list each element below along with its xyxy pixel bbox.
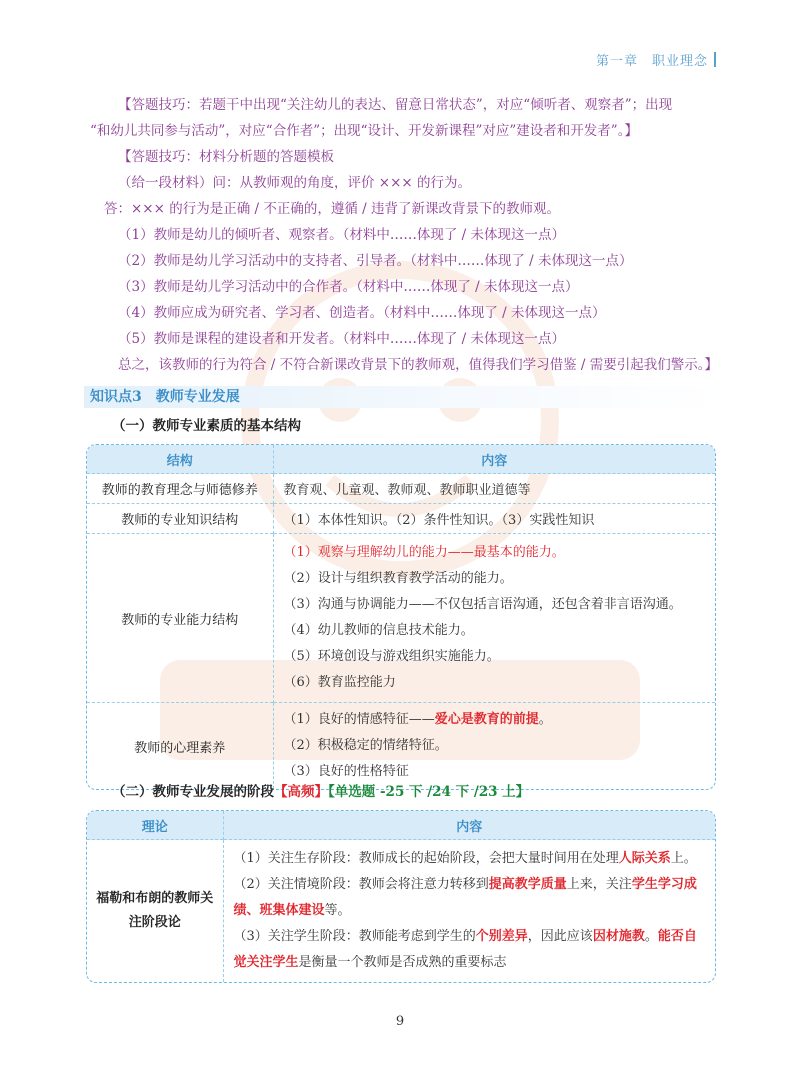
- row-content-line: （6）教育监控能力: [283, 675, 396, 690]
- stage3-key3: 能否自觉关注学生: [233, 929, 697, 970]
- knowledge-point-heading: [84, 386, 724, 408]
- row-label: 教师的心理素养: [87, 703, 273, 790]
- row-content-line: （2）积极稳定的情绪特征。: [283, 738, 448, 753]
- table1-header-structure: 结构: [87, 445, 273, 474]
- stage3-text: （3）关注学生阶段：教师能考虑到学生的: [233, 929, 476, 944]
- row-content: 教育观、儿童观、教师观、教师职业道德等: [273, 474, 715, 504]
- punct: 。: [538, 712, 552, 727]
- highlight-text: 爱心是教育的前提: [434, 712, 539, 727]
- section1-title: （一）教师专业素质的基本结构: [112, 418, 301, 434]
- stage3-punct: 。: [644, 929, 658, 944]
- table-row: [87, 534, 715, 703]
- tip2-item: （4）教师应成为研究者、学习者、创造者。（材料中……体现了 / 未体现这一点）: [118, 305, 606, 321]
- row-content-line: （1）观察与理解幼儿的能力——最基本的能力。: [283, 545, 565, 560]
- tip2-title: 【答题技巧：材料分析题的答题模板: [118, 149, 334, 165]
- tip2-summary: 总之，该教师的行为符合 / 不符合新课改背景下的教师观，值得我们学习借鉴 / 需要引起我们警示。】: [118, 357, 719, 373]
- row-content: （1）本体性知识。（2）条件性知识。（3）实践性知识: [273, 504, 715, 534]
- tag-exam: 【单选题 -25 下 /24 下 /23 上】: [328, 784, 530, 800]
- page-number: 9: [395, 1014, 405, 1029]
- row-label: 教师的专业能力结构: [87, 534, 273, 703]
- table-row: [87, 840, 715, 983]
- stage3-mid: ，因此应该: [527, 929, 593, 944]
- row-label: 教师的教育理念与师德修养: [87, 474, 273, 504]
- tip2-item: （5）教师是课程的建设者和开发者。（材料中……体现了 / 未体现这一点）: [118, 331, 565, 347]
- stage2-end: 等。: [324, 903, 351, 918]
- row-content-line: （2）设计与组织教育教学活动的能力。: [283, 571, 513, 586]
- tip2-item: （3）教师是幼儿学习活动中的合作者。（材料中……体现了 / 未体现这一点）: [118, 279, 579, 295]
- stage2-text: （2）关注情境阶段：教师会将注意力转移到: [233, 877, 489, 892]
- structure-table: [86, 444, 716, 790]
- tip2-item: （2）教师是幼儿学习活动中的支持者、引导者。（材料中……体现了 / 未体现这一点）: [118, 253, 633, 269]
- table-row: [87, 474, 715, 504]
- knowledge-point-title: 知识点3 教师专业发展: [90, 389, 240, 405]
- stage3-end: 是衡量一个教师是否成熟的重要标志: [298, 955, 507, 970]
- row-content-line: （3）良好的性格特征: [283, 764, 409, 779]
- theory-label: 福勒和布朗的教师关注阶段论: [87, 840, 223, 983]
- table-row: [87, 703, 715, 790]
- tip2-given: （给一段材料）问：从教师观的角度，评价 ××× 的行为。: [118, 175, 472, 191]
- section2-title: （二）教师专业发展的阶段: [112, 784, 274, 800]
- row-content-line: （4）幼儿教师的信息技术能力。: [283, 623, 474, 638]
- table-row: [87, 504, 715, 534]
- row-content-line: （5）环境创设与游戏组织实施能力。: [283, 649, 500, 664]
- tip1-line2: “和幼儿共同参与活动”，对应“合作者”；出现“设计、开发新课程”对应”建设者和开发者”。】: [90, 123, 638, 139]
- stages-table: [86, 810, 716, 983]
- stage1-text: （1）关注生存阶段：教师成长的起始阶段，会把大量时间用在处理: [233, 851, 619, 866]
- table2-header-theory: 理论: [87, 811, 223, 840]
- tip2-answer: 答：××× 的行为是正确 / 不正确的，遵循 / 违背了新课改背景下的教师观。: [104, 201, 560, 217]
- stage3-key2: 因材施教: [592, 929, 645, 944]
- tag-frequency: 【高频】: [274, 784, 328, 800]
- table2-header-content: 内容: [223, 811, 715, 840]
- answer-tips: [90, 92, 730, 378]
- row-content-line: （1）良好的情感特征——: [283, 712, 435, 727]
- section2-title-line: [112, 780, 529, 800]
- stage2-key: 提高教学质量: [488, 877, 567, 892]
- table1-header-content: 内容: [273, 445, 715, 474]
- stage1-end: 上。: [670, 851, 697, 866]
- chapter-header: [596, 50, 716, 69]
- row-content-line: （3）沟通与协调能力——不仅包括言语沟通，还包含着非言语沟通。: [283, 597, 682, 612]
- tip1-line1: 【答题技巧：若题干中出现“关注幼儿的表达、留意日常状态”，对应“倾听者、观察者”；出现: [118, 97, 673, 113]
- chapter-title: 第一章 职业理念: [595, 54, 708, 69]
- header-bar: [714, 52, 716, 67]
- stage2-mid: 上来，关注: [566, 877, 632, 892]
- stage3-key: 个别差异: [475, 929, 528, 944]
- tip2-item: （1）教师是幼儿的倾听者、观察者。（材料中……体现了 / 未体现这一点）: [118, 227, 565, 243]
- stage1-key: 人际关系: [618, 851, 671, 866]
- stage2-key2: 学生学习成绩、班集体建设: [233, 877, 697, 918]
- row-label: 教师的专业知识结构: [87, 504, 273, 534]
